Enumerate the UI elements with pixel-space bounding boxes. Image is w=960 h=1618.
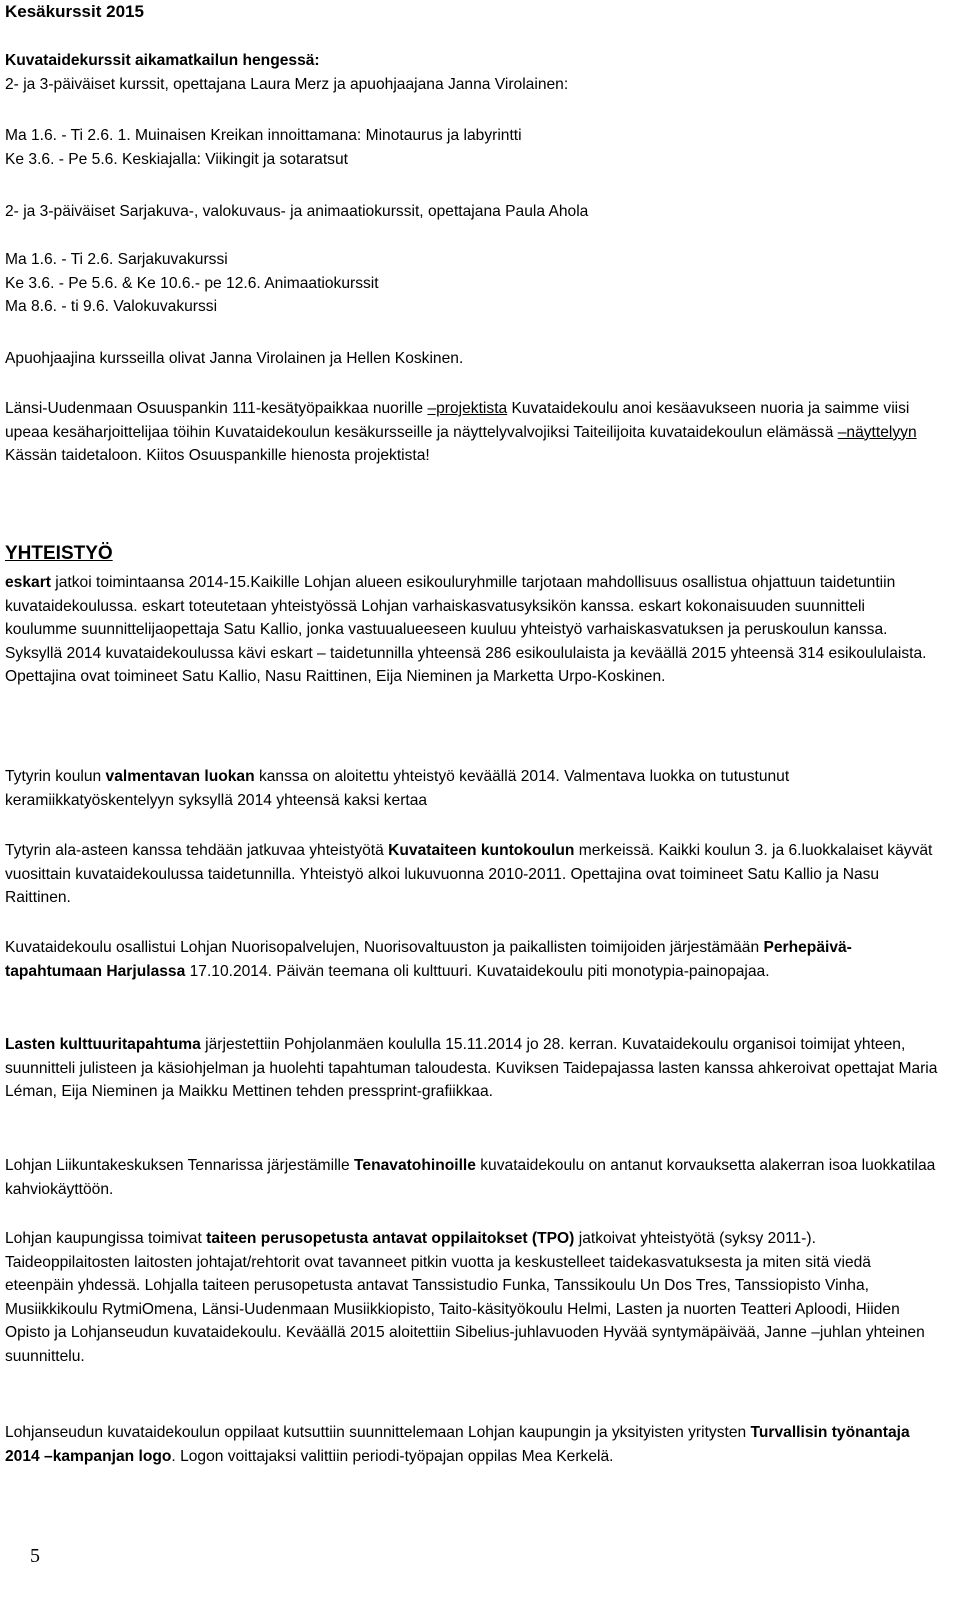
text-run: – taidetunnilla yhteensä 286 esikoululaista ja keväällä 2015 yhteensä 314 esikoululaista. Opettajina ovat toimineet Satu Kallio, Nasu Raittinen, Eija Nieminen ja Marketta Urpo-Koskinen.: [5, 644, 927, 686]
logo-paragraph: [5, 1421, 940, 1468]
intro-heading: Kuvataidekurssit aikamatkailun hengessä:: [5, 52, 320, 69]
text-run: Turvallisin työnantaja 2014 –kampanjan logo: [5, 1424, 910, 1465]
course-item: Ke 3.6. - Pe 5.6. Keskiajalla: Viikingit ja sotaratsut: [5, 150, 348, 168]
text-run: Länsi-Uudenmaan Osuuspankin 111-kesätyöpaikkaa nuorille: [5, 400, 428, 417]
intro-line-2: 2- ja 3-päiväiset Sarjakuva-, valokuvaus- ja animaatiokurssit, opettajana Paula Ahola: [5, 203, 589, 220]
tytyrin-paragraph: [5, 765, 940, 812]
yhteistyo-paragraph: [5, 571, 940, 689]
perhepaiva-paragraph: [5, 936, 940, 983]
intro-line-1: 2- ja 3-päiväiset kurssit, opettajana Laura Merz ja apuohjaajana Janna Virolainen:: [5, 75, 569, 93]
text-run: Kuvataidekoulu anoi kesäavukseen nuoria ja saimme viisi upeaa kesäharjoittelijaa töihin Kuvataidekoulun kesäkursseille ja näyttelyvalvojiksi Taiteilijoita kuvataidekoulun elämässä: [5, 400, 910, 441]
tennis-paragraph: [5, 1154, 940, 1201]
text-run: valmentavan luokan: [105, 768, 255, 785]
text-run: Tytyrin koulun: [5, 768, 106, 785]
text-run: merkeissä. Kaikki koulun 3. ja 6.luokkalaiset käyvät vuosittain kuvataidekoulussa taidetunnilla. Yhteistyö alkoi lukuvuonna 2010-2011. Opettajina ovat toimineet Satu Kallio ja Nasu Raittinen.: [5, 842, 933, 907]
text-run: Lasten kulttuuritapahtuma: [5, 1036, 201, 1053]
assistants-text: Apuohjaajina kursseilla olivat Janna Virolainen ja Hellen Koskinen.: [5, 350, 464, 367]
course-list-2: [5, 248, 940, 319]
text-run: Lohjan Liikuntakeskuksen Tennarissa järjestämille: [5, 1157, 355, 1174]
text-run: Lohjanseudun kuvataidekoulun oppilaat kutsuttiin suunnittelemaan Lohjan kaupungin ja yksityisten yritysten: [5, 1424, 751, 1441]
brand-eskart: eskart: [270, 644, 313, 662]
course-item: Ma 8.6. - ti 9.6. Valokuvakurssi: [5, 298, 218, 316]
osuuspankki-paragraph: [5, 397, 940, 468]
text-run: kuvataidekoulu on antanut korvauksetta alakerran isoa luokkatilaa kahviokäyttöön.: [5, 1157, 936, 1198]
brand-eskart: eskart: [5, 574, 51, 591]
text-run: Lohjan kaupungissa toimivat: [5, 1230, 207, 1247]
course-item: Ma 1.6. - Ti 2.6. Sarjakuvakurssi: [5, 251, 228, 268]
tpo-paragraph: [5, 1227, 940, 1369]
text-run: Kuvataiteen kuntokoulun: [388, 842, 575, 859]
text-run: –näyttelyyn: [837, 423, 917, 441]
text-run: Tytyrin ala-asteen kanssa tehdään jatkuvaa yhteistyötä: [5, 842, 389, 859]
text-run: järjestettiin Pohjolanmäen koululla 15.11.2014 jo 28. kerran. Kuvataidekoulu organisoi toimijat yhteen, suunnitteli julisteen ja käsiohjelman ja huolehti tapahtuman taloudesta. Kuviksen Taidepajassa lasten kanssa ahkeroivat opettajat Maria Léman, Eija Nieminen ja Maikku Mettinen tehden pressprint-grafiikkaa.: [5, 1036, 938, 1101]
text-run: Perhepäivä-tapahtumaan Harjulassa: [5, 939, 852, 980]
summer-courses-section: [5, 49, 940, 96]
lasten-paragraph: [5, 1033, 940, 1104]
alaaste-paragraph: [5, 839, 940, 910]
yhteistyo-heading: YHTEISTYÖ: [5, 543, 113, 564]
text-run: Tenavatohinoille: [354, 1157, 476, 1174]
page-number: 5: [30, 1545, 40, 1567]
yhteistyo-section: [5, 542, 940, 566]
intro-line-2-block: [5, 200, 940, 224]
page-title: Kesäkurssit 2015: [5, 2, 144, 21]
text-run: Kuvataidekoulu osallistui Lohjan Nuorisopalvelujen, Nuorisovaltuuston ja paikallisten toimijoiden järjestämään: [5, 939, 764, 956]
brand-eskart: eskart: [638, 597, 682, 615]
brand-eskart: eskart: [141, 597, 185, 615]
text-run: kokonaisuuden suunnitteli koulumme suunnittelijaopettaja Satu Kallio, jonka vastuualueeseen kuuluu yhteistyö varhaiskasvatuksen ja peruskoulun kanssa. Syksyllä 2014 kuvataidekoulussa kävi: [5, 597, 888, 662]
text-run: jatkoivat yhteistyötä (syksy 2011-). Taideoppilaitosten laitosten johtajat/rehtorit ovat tavanneet pitkin vuotta ja keskustelleet taidekasvatuksesta ja miten sitä viedä eteenpäin yhdessä. Lohjalla taiteen perusopetusta antavat Tanssistudio Funka, Tanssikoulu Un Dos Tres, Tanssiopisto Vinha, Musiikkikoulu RytmiOmena, Länsi-Uudenmaan Musiikkiopisto, Taito-käsityökoulu Helmi, Lasten ja nuorten Teatteri Aploodi, Hiiden Opisto ja Lohjanseudun kuvataidekoulu. Keväällä 2015 aloitettiin Sibelius-juhlavuoden Hyvää syntymäpäivää, Janne –juhlan yhteinen suunnittelu.: [5, 1230, 925, 1365]
text-run: . Logon voittajaksi valittiin periodi-työpajan oppilas Mea Kerkelä.: [171, 1447, 614, 1465]
text-run: toteutetaan yhteistyössä Lohjan varhaiskasvatusyksikön kanssa.: [184, 597, 639, 615]
course-item: Ma 1.6. - Ti 2.6. 1. Muinaisen Kreikan innoittamana: Minotaurus ja labyrintti: [5, 127, 522, 144]
text-run: 17.10.2014. Päivän teemana oli kulttuuri. Kuvataidekoulu piti monotypia-painopajaa.: [185, 962, 770, 980]
text-run: kanssa on aloitettu yhteistyö keväällä 2014. Valmentava luokka on tutustunut keramiikkatyöskentelyyn syksyllä 2014 yhteensä kaksi kertaa: [5, 768, 790, 809]
text-run: taiteen perusopetusta antavat oppilaitokset (TPO): [206, 1230, 575, 1247]
assistants-block: [5, 347, 940, 371]
course-item: Ke 3.6. - Pe 5.6. & Ke 10.6.- pe 12.6. Animaatiokurssit: [5, 274, 379, 292]
text-run: –projektista: [427, 400, 508, 417]
text-run: jatkoi toimintaansa 2014-15.Kaikille Lohjan alueen esikouluryhmille tarjotaan mahdollisuus osallistua ohjattuun taidetuntiin kuvataidekoulussa.: [5, 574, 896, 615]
course-list-1: [5, 124, 940, 171]
text-run: Kässän taidetaloon. Kiitos Osuuspankille hienosta projektista!: [5, 447, 430, 465]
